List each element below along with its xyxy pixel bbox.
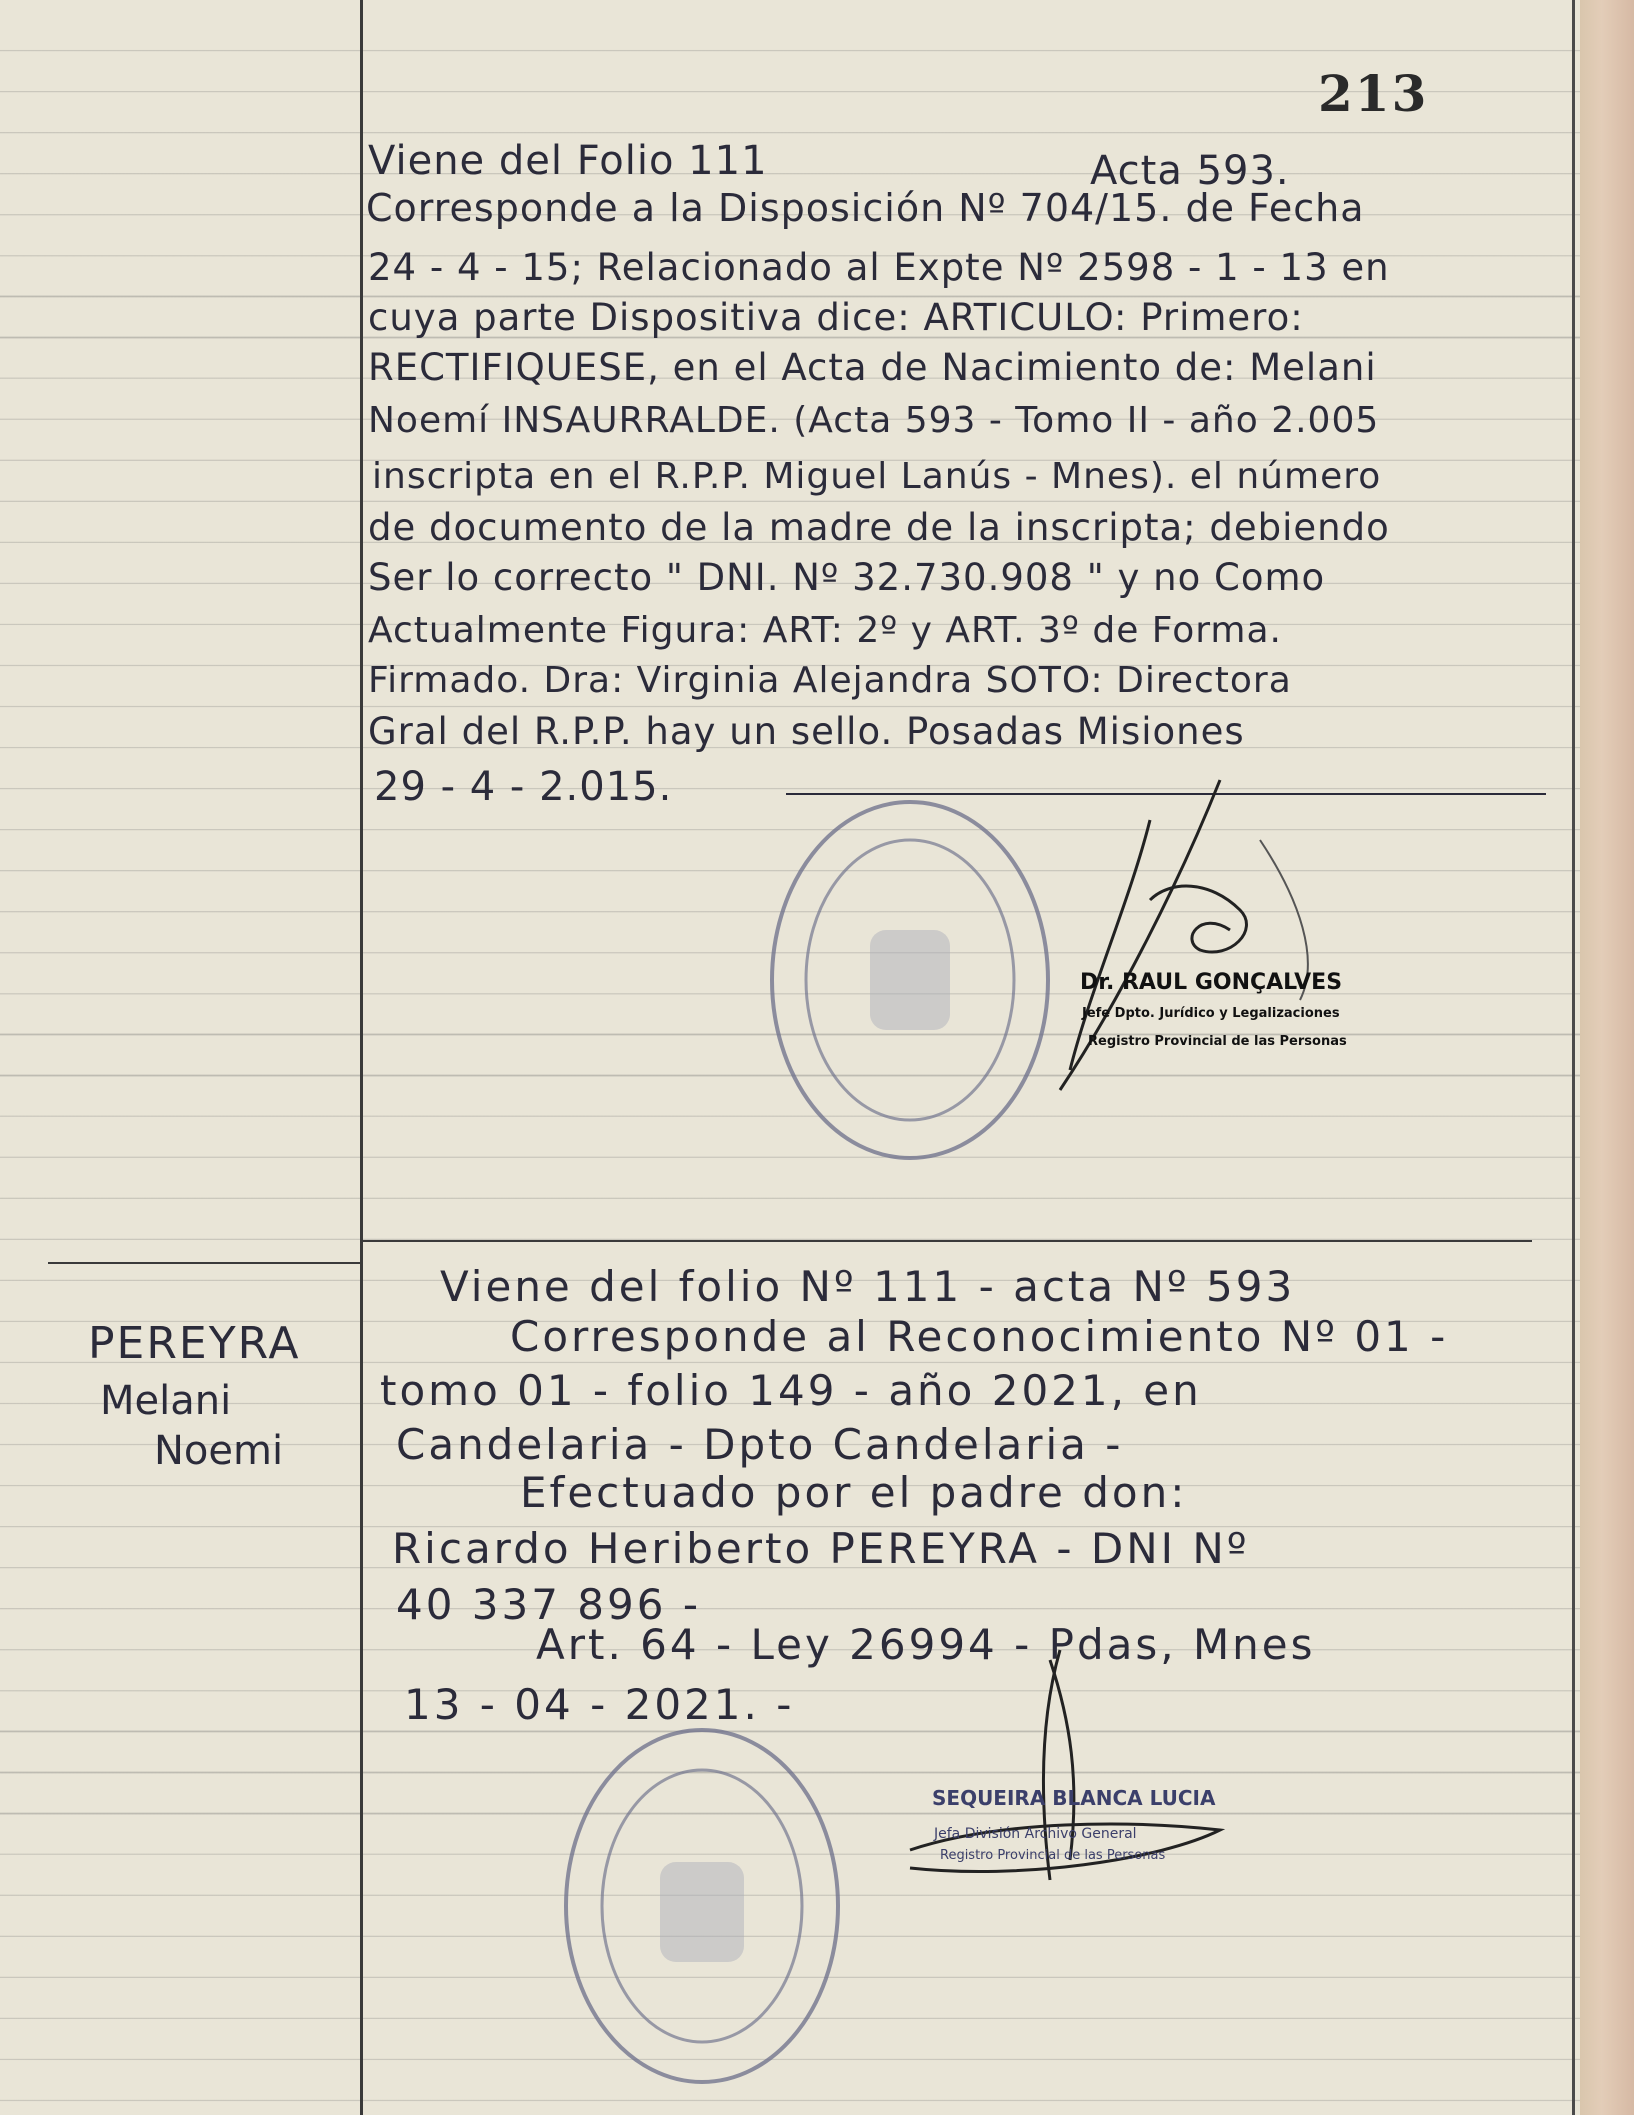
entry1-signer-title-2: Registro Provincial de las Personas xyxy=(1088,1034,1347,1049)
entry1-line-5: RECTIFIQUESE, en el Acta de Nacimiento de: Melani xyxy=(368,346,1377,389)
entry2-line-8: Art. 64 - Ley 26994 - Pdas, Mnes xyxy=(536,1620,1316,1669)
margin-rule xyxy=(360,0,363,2115)
entry1-line-6: Noemí INSAURRALDE. (Acta 593 - Tomo II - año 2.005 xyxy=(368,400,1380,441)
entry1-line-12: Gral del R.P.P. hay un sello. Posadas Misiones xyxy=(368,710,1245,753)
margin-surname: PEREYRA xyxy=(88,1318,301,1369)
entry1-line-10: Actualmente Figura: ART: 2º y ART. 3º de Forma. xyxy=(368,610,1282,651)
margin-name-1: Melani xyxy=(100,1378,232,1424)
entry1-signer-title-1: Jefe Dpto. Jurídico y Legalizaciones xyxy=(1082,1006,1340,1021)
entry2-line-6: Ricardo Heriberto PEREYRA - DNI Nº xyxy=(392,1524,1250,1573)
entry1-line-9: Ser lo correcto " DNI. Nº 32.730.908 " y no Como xyxy=(368,556,1326,599)
entry2-line-5: Efectuado por el padre don: xyxy=(520,1468,1188,1517)
entry1-line-4: cuya parte Dispositiva dice: ARTICULO: Primero: xyxy=(368,296,1304,339)
entry2-line-4: Candelaria - Dpto Candelaria - xyxy=(396,1420,1124,1469)
entry-divider xyxy=(362,1240,1532,1242)
entry1-line-11: Firmado. Dra: Virginia Alejandra SOTO: Directora xyxy=(368,660,1292,701)
entry1-line-8: de documento de la madre de la inscripta; debiendo xyxy=(368,506,1390,549)
entry1-signature xyxy=(1000,760,1343,1120)
entry1-line-1: Viene del Folio 111 xyxy=(368,138,768,184)
entry2-line-2: Corresponde al Reconocimiento Nº 01 - xyxy=(510,1312,1449,1361)
page-number: 213 xyxy=(1318,64,1429,123)
entry2-line-1: Viene del folio Nº 111 - acta Nº 593 xyxy=(440,1262,1296,1311)
entry2-seal xyxy=(552,1716,852,2096)
entry2-line-9: 13 - 04 - 2021. - xyxy=(404,1680,795,1729)
entry2-line-7: 40 337 896 - xyxy=(396,1580,701,1629)
entry2-signer-title-2: Registro Provincial de las Personas xyxy=(940,1848,1166,1863)
entry1-signer-name: Dr. RAUL GONÇALVES xyxy=(1080,970,1343,995)
margin-name-2: Noemi xyxy=(154,1428,284,1474)
entry1-line-13: 29 - 4 - 2.015. xyxy=(374,764,673,810)
entry1-line-2: Corresponde a la Disposición Nº 704/15. de Fecha xyxy=(366,186,1365,230)
entry2-signer-name: SEQUEIRA BLANCA LUCIA xyxy=(932,1786,1216,1810)
entry1-line-3: 24 - 4 - 15; Relacionado al Expte Nº 2598 - 1 - 13 en xyxy=(368,246,1390,289)
entry-divider-margin xyxy=(48,1262,360,1264)
entry1-line-7: inscripta en el R.P.P. Miguel Lanús - Mnes). el número xyxy=(372,456,1382,497)
entry2-signer-title-1: Jefa División Archivo General xyxy=(934,1826,1137,1842)
entry1-acta: Acta 593. xyxy=(1090,148,1290,194)
entry2-line-3: tomo 01 - folio 149 - año 2021, en xyxy=(380,1366,1202,1415)
book-edge xyxy=(1580,0,1634,2115)
right-rule xyxy=(1572,0,1575,2115)
